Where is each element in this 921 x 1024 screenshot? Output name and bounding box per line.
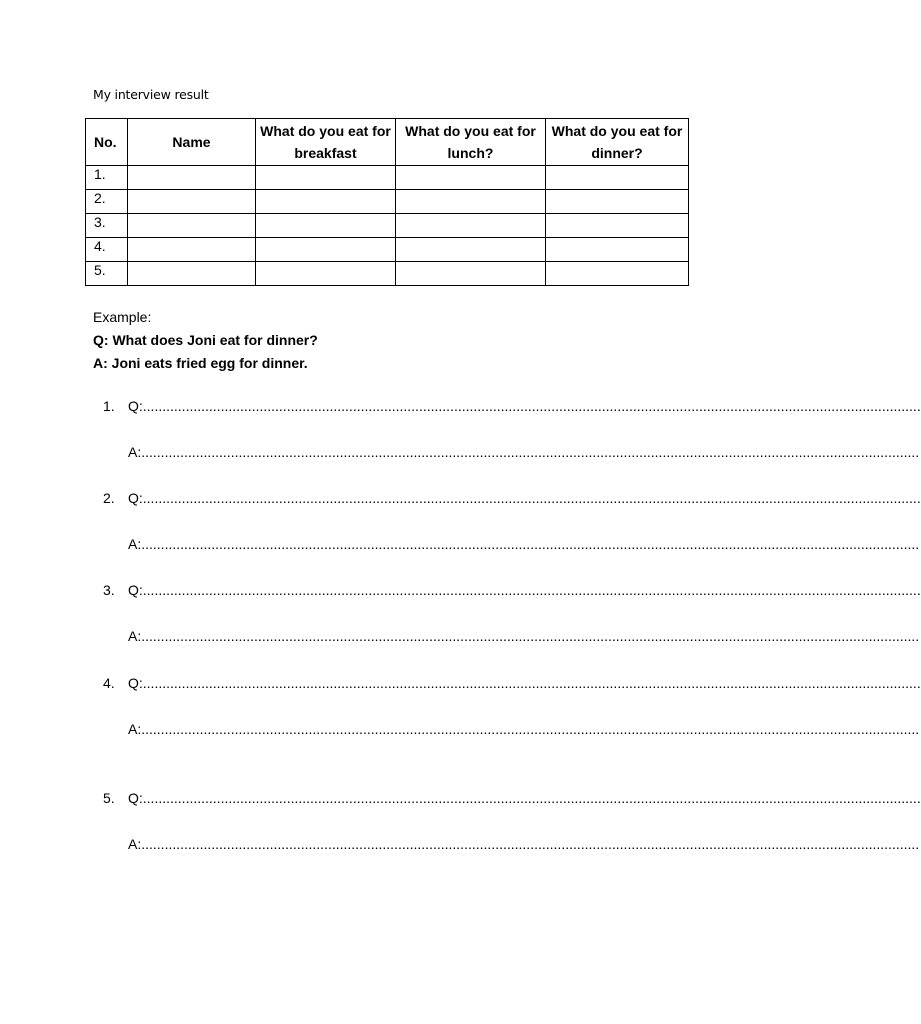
table-row: [86, 166, 689, 190]
cell-no: 2.: [86, 190, 128, 214]
dotted-answer-blank: ........................................................................................................................................................................................................: [141, 836, 920, 852]
exercise-number: 2.: [103, 490, 115, 506]
table-row: [86, 262, 689, 286]
cell-breakfast[interactable]: [256, 166, 396, 190]
cell-no: 4.: [86, 238, 128, 262]
answer-label: A:: [128, 536, 142, 552]
cell-breakfast[interactable]: [256, 238, 396, 262]
table-header-row: [86, 119, 689, 166]
table-row: [86, 190, 689, 214]
question-line[interactable]: [128, 675, 921, 691]
exercise-number: 3.: [103, 582, 115, 598]
cell-lunch[interactable]: [396, 190, 546, 214]
answer-line[interactable]: [128, 721, 920, 737]
cell-breakfast[interactable]: [256, 262, 396, 286]
dotted-answer-blank: ........................................................................................................................................................................................................: [142, 675, 921, 691]
exercise-number: 4.: [103, 675, 115, 691]
cell-lunch[interactable]: [396, 166, 546, 190]
exercise-number: 5.: [103, 790, 115, 806]
cell-name[interactable]: [128, 238, 256, 262]
question-label: Q:: [128, 675, 143, 691]
cell-breakfast[interactable]: [256, 214, 396, 238]
answer-label: A:: [128, 444, 142, 460]
cell-dinner[interactable]: [546, 262, 689, 286]
cell-dinner[interactable]: [546, 190, 689, 214]
answer-line[interactable]: [128, 536, 920, 552]
cell-breakfast[interactable]: [256, 190, 396, 214]
cell-lunch[interactable]: [396, 262, 546, 286]
question-label: Q:: [128, 790, 143, 806]
interview-table: [85, 118, 689, 286]
dotted-answer-blank: ........................................................................................................................................................................................................: [141, 628, 920, 644]
question-line[interactable]: [128, 790, 921, 806]
question-label: Q:: [128, 582, 143, 598]
header-no: No.: [86, 119, 128, 166]
example-block: [93, 306, 318, 375]
dotted-answer-blank: ........................................................................................................................................................................................................: [142, 790, 921, 806]
header-breakfast: What do you eat for breakfast: [256, 119, 396, 166]
cell-lunch[interactable]: [396, 238, 546, 262]
cell-no: 3.: [86, 214, 128, 238]
header-dinner: What do you eat for dinner?: [546, 119, 689, 166]
dotted-answer-blank: ........................................................................................................................................................................................................: [141, 721, 920, 737]
cell-no: 1.: [86, 166, 128, 190]
question-line[interactable]: [128, 582, 921, 598]
answer-label: A:: [128, 836, 142, 852]
page-title: My interview result: [93, 87, 209, 102]
cell-dinner[interactable]: [546, 166, 689, 190]
question-line[interactable]: [128, 398, 921, 414]
exercise-number: 1.: [103, 398, 115, 414]
cell-dinner[interactable]: [546, 238, 689, 262]
dotted-answer-blank: ........................................................................................................................................................................................................: [142, 582, 921, 598]
dotted-answer-blank: ........................................................................................................................................................................................................: [141, 444, 920, 460]
cell-dinner[interactable]: [546, 214, 689, 238]
table-row: [86, 238, 689, 262]
answer-line[interactable]: [128, 836, 920, 852]
question-label: Q:: [128, 398, 143, 414]
example-answer: A: Joni eats fried egg for dinner.: [93, 355, 308, 371]
example-label: Example:: [93, 309, 152, 325]
cell-lunch[interactable]: [396, 214, 546, 238]
answer-label: A:: [128, 721, 142, 737]
dotted-answer-blank: ........................................................................................................................................................................................................: [142, 398, 921, 414]
cell-name[interactable]: [128, 166, 256, 190]
answer-line[interactable]: [128, 628, 920, 644]
question-line[interactable]: [128, 490, 921, 506]
table-row: [86, 214, 689, 238]
question-label: Q:: [128, 490, 143, 506]
answer-label: A:: [128, 628, 142, 644]
cell-name[interactable]: [128, 190, 256, 214]
example-question: Q: What does Joni eat for dinner?: [93, 332, 318, 348]
cell-name[interactable]: [128, 262, 256, 286]
cell-name[interactable]: [128, 214, 256, 238]
header-name: Name: [128, 119, 256, 166]
cell-no: 5.: [86, 262, 128, 286]
header-lunch: What do you eat for lunch?: [396, 119, 546, 166]
dotted-answer-blank: ........................................................................................................................................................................................................: [142, 490, 921, 506]
dotted-answer-blank: ........................................................................................................................................................................................................: [141, 536, 920, 552]
answer-line[interactable]: [128, 444, 920, 460]
